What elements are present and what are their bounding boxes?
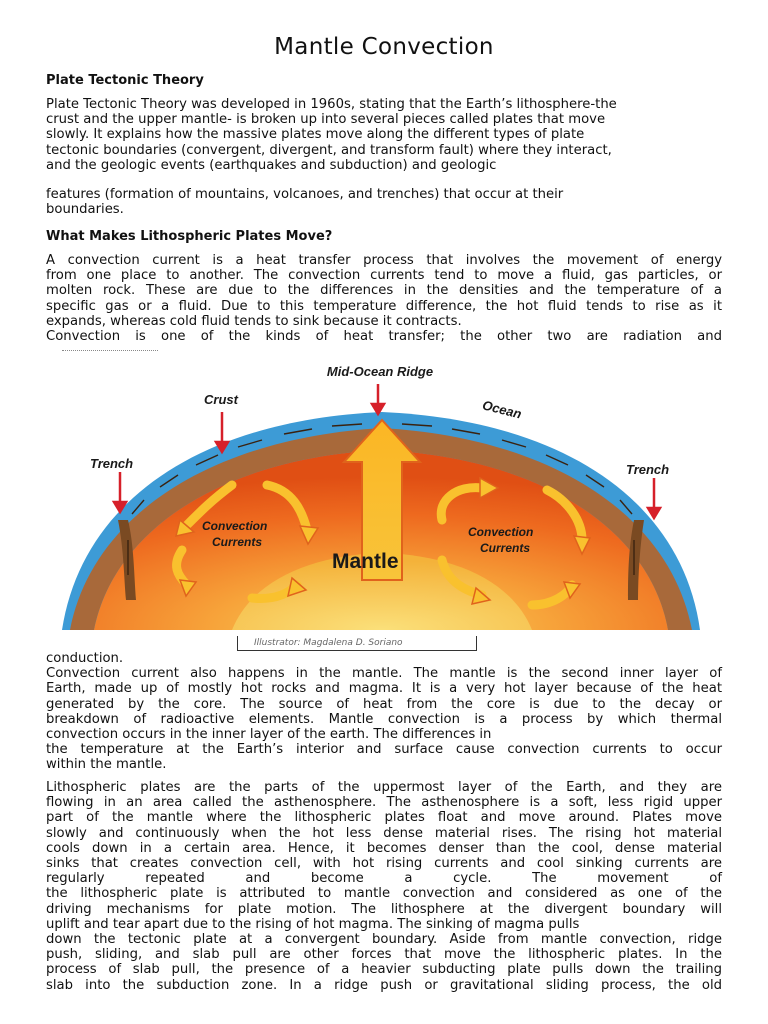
- figure-caption: [237, 636, 477, 651]
- text-line: the lithospheric plate is attributed to mantle convection and considered as one of the: [46, 886, 722, 902]
- text-line: specific gas or a fluid. Due to this temperature difference, the hot fluid tends to rise as it: [46, 298, 722, 314]
- text-line: A convection current is a heat transfer process that involves the movement of energy: [46, 253, 722, 268]
- text-line: Convection is one of the kinds of heat transfer; the other two are radiation and: [46, 329, 722, 345]
- figure-caption-text: Illustrator: Magdalena D. Soriano: [254, 638, 403, 648]
- text-line: convection occurs in the inner layer of the earth. The differences in: [46, 727, 492, 743]
- label-crust: Crust: [204, 392, 238, 407]
- label-trench-right: Trench: [626, 462, 670, 477]
- label-ocean: Ocean: [480, 397, 524, 422]
- mantle-convection-illustration: [62, 350, 700, 650]
- label-convection-left-2: Currents: [212, 535, 263, 549]
- text-line: push, sliding, and slab pull are other forces that move the lithospheric plates. In the: [46, 947, 722, 963]
- text-line: within the mantle.: [46, 757, 167, 773]
- text-line: uplift and tear apart due to the rising of hot magma. The sinking of magma pulls: [46, 916, 580, 932]
- text-line: slab into the subduction zone. In a ridge push or gravitational sliding process, the old: [46, 977, 722, 993]
- text-line: and the geologic events (earthquakes and subduction) and geologic: [46, 157, 497, 173]
- text-line: process of slab pull, the presence of a heavier subducting plate pulls down the trailing: [46, 962, 722, 978]
- label-convection-right-2: Currents: [480, 541, 531, 555]
- label-convection-right-1: Convection: [468, 525, 534, 539]
- label-convection-left-1: Convection: [202, 519, 268, 533]
- label-mid-ocean-ridge: Mid-Ocean Ridge: [326, 364, 434, 379]
- text-line: slowly and continuously when the hot less dense material rises. The rising hot material: [46, 825, 722, 841]
- text-line: conduction.: [46, 651, 124, 666]
- text-line: Plate Tectonic Theory was developed in 1960s, stating that the Earth’s lithosphere-the: [46, 97, 617, 112]
- section-heading-plate-tectonic-theory: Plate Tectonic Theory: [46, 73, 204, 88]
- paragraph-convection-current: [46, 253, 722, 344]
- text-line: Earth, made up of mostly hot rocks and magma. It is a very hot layer because of the heat: [46, 681, 722, 697]
- text-line: Lithospheric plates are the parts of the uppermost layer of the Earth, and they are: [46, 780, 722, 795]
- text-line: sinks that creates convection cell, with hot rising currents and cool sinking currents are: [46, 856, 722, 872]
- text-line: boundaries.: [46, 202, 124, 218]
- text-line: expands, whereas cold fluid tends to sink because it contracts.: [46, 313, 462, 329]
- text-line: slowly. It explains how the massive plates move along the different types of plate: [46, 127, 585, 143]
- text-line: breakdown of radioactive elements. Mantle convection is a process by which thermal: [46, 711, 722, 727]
- paragraph-plate-tectonic-intro: [46, 97, 722, 173]
- paragraph-lithospheric-plates: [46, 780, 722, 993]
- text-line: flowing in an area called the asthenosphere. The asthenosphere is a soft, less rigid upper: [46, 795, 722, 811]
- text-line: Convection current also happens in the mantle. The mantle is the second inner layer of: [46, 666, 722, 682]
- section-heading-what-moves-plates: What Makes Lithospheric Plates Move?: [46, 229, 333, 244]
- text-line: regularly repeated and become a cycle. The movement of: [46, 871, 722, 887]
- text-line: generated by the core. The source of heat from the core is due to the decay or: [46, 696, 722, 712]
- text-line: from one place to another. The convection currents tend to move a fluid, gas particles, or: [46, 268, 722, 284]
- page-title: Mantle Convection: [274, 34, 494, 60]
- text-line: the temperature at the Earth’s interior and surface cause convection currents to occur: [46, 742, 722, 758]
- text-line: down the tectonic plate at a convergent boundary. Aside from mantle convection, ridge: [46, 932, 722, 948]
- paragraph-mantle-convection: [46, 651, 722, 773]
- text-line: molten rock. These are due to the differences in the densities and the temperature of a: [46, 283, 722, 299]
- text-line: part of the mantle where the lithospheric plates float and move around. Plates move: [46, 810, 722, 826]
- label-trench-left: Trench: [90, 456, 134, 471]
- text-line: driving mechanisms for plate motion. The lithosphere at the divergent boundary will: [46, 901, 722, 917]
- text-line: cools down in a certain area. Hence, it becomes denser than the cool, dense material: [46, 840, 722, 856]
- paragraph-plate-tectonic-continued: [46, 187, 722, 217]
- text-line: tectonic boundaries (convergent, divergent, and transform fault) where they interact,: [46, 142, 612, 158]
- label-mantle: Mantle: [332, 550, 399, 573]
- text-line: crust and the upper mantle- is broken up into several pieces called plates that move: [46, 112, 606, 128]
- text-line: features (formation of mountains, volcanoes, and trenches) that occur at their: [46, 187, 564, 202]
